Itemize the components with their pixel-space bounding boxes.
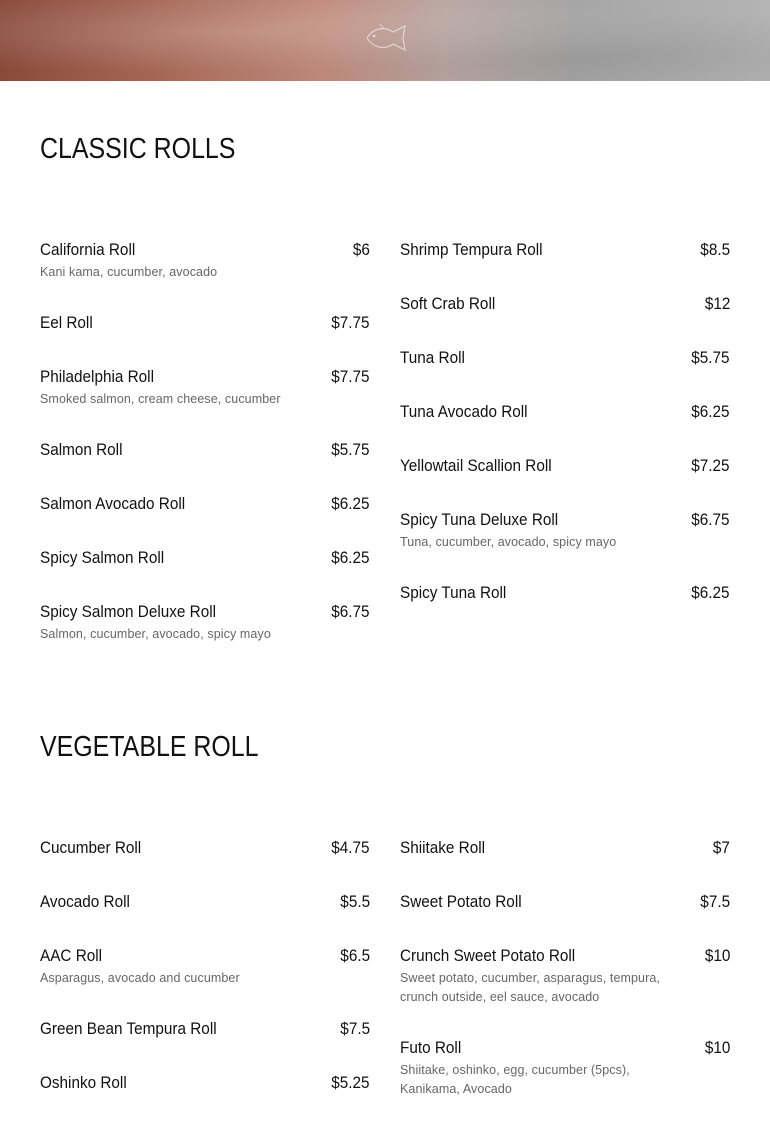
item-price: $7.5: [700, 892, 730, 911]
menu-item: [40, 943, 370, 1016]
item-price: $7: [712, 838, 730, 857]
item-price: $12: [704, 294, 730, 313]
item-name: Green Bean Tempura Roll: [40, 1019, 217, 1038]
item-name: Yellowtail Scallion Roll: [400, 456, 552, 475]
item-name: Tuna Roll: [400, 348, 465, 367]
section-title: VEGETABLE ROLL: [40, 731, 259, 763]
item-name: AAC Roll: [40, 946, 103, 965]
item-price: $7.5: [340, 1019, 370, 1038]
menu-item: [40, 599, 370, 653]
menu-column-left: [40, 237, 370, 653]
item-description: Sweet potato, cucumber, asparagus, tempura, crunch outside, eel sauce, avocado: [400, 971, 661, 1004]
item-price: $10: [704, 1038, 730, 1057]
item-name: Crunch Sweet Potato Roll: [400, 946, 576, 965]
item-name: Tuna Avocado Roll: [400, 402, 528, 421]
item-name: Sweet Potato Roll: [400, 892, 522, 911]
item-name: Shrimp Tempura Roll: [400, 240, 543, 259]
item-price: $6.5: [340, 946, 370, 965]
menu-item: [40, 545, 370, 599]
item-name: Eel Roll: [40, 313, 93, 332]
item-name: Soft Crab Roll: [400, 294, 496, 313]
menu-column-left: [40, 835, 370, 1124]
item-price: $6: [352, 240, 370, 259]
item-price: $6.25: [331, 548, 370, 567]
menu-item: [400, 1035, 730, 1115]
item-description: Tuna, cucumber, avocado, spicy mayo: [400, 535, 617, 549]
menu-item: [400, 943, 730, 1035]
menu-item: [40, 889, 370, 943]
menu-item: [400, 291, 730, 345]
item-name: Shiitake Roll: [400, 838, 486, 857]
item-description: Kani kama, cucumber, avocado: [40, 265, 218, 279]
item-name: Salmon Avocado Roll: [40, 494, 186, 513]
item-description: Smoked salmon, cream cheese, cucumber: [40, 392, 281, 406]
item-price: $5.5: [340, 892, 370, 911]
menu-item: [400, 399, 730, 453]
header-banner: [0, 0, 770, 81]
menu-item: [400, 835, 730, 889]
item-description: Shiitake, oshinko, egg, cucumber (5pcs), Kanikama, Avocado: [400, 1063, 630, 1096]
item-name: Philadelphia Roll: [40, 367, 154, 386]
item-price: $10: [704, 946, 730, 965]
menu-item: [400, 507, 730, 580]
item-price: $6.75: [331, 602, 370, 621]
item-price: $6.75: [691, 510, 730, 529]
item-name: Futo Roll: [400, 1038, 462, 1057]
item-description: Asparagus, avocado and cucumber: [40, 971, 240, 985]
menu-item: [40, 491, 370, 545]
item-name: Cucumber Roll: [40, 838, 142, 857]
item-price: $7.75: [331, 313, 370, 332]
item-price: $8.5: [700, 240, 730, 259]
menu-item: [40, 835, 370, 889]
section-classic-rolls: [40, 131, 730, 167]
item-price: $7.75: [331, 367, 370, 386]
item-price: $6.25: [691, 583, 730, 602]
item-price: $7.25: [691, 456, 730, 475]
menu-column-right: [400, 237, 730, 634]
item-name: Salmon Roll: [40, 440, 123, 459]
item-price: $5.75: [331, 440, 370, 459]
menu-item: [40, 437, 370, 491]
section-vegetable-roll: [40, 729, 730, 765]
item-price: $5.25: [331, 1073, 370, 1092]
item-name: California Roll: [40, 240, 136, 259]
item-price: $6.25: [331, 494, 370, 513]
item-name: Spicy Salmon Roll: [40, 548, 165, 567]
item-name: Spicy Tuna Roll: [400, 583, 507, 602]
menu-item: [400, 237, 730, 291]
menu-item: [40, 310, 370, 364]
menu-item: [400, 453, 730, 507]
fish-icon: [363, 20, 409, 56]
menu-item: [40, 1070, 370, 1124]
menu-item: [400, 889, 730, 943]
section-title: CLASSIC ROLLS: [40, 133, 236, 165]
item-price: $6.25: [691, 402, 730, 421]
item-name: Oshinko Roll: [40, 1073, 127, 1092]
item-description: Salmon, cucumber, avocado, spicy mayo: [40, 627, 271, 641]
item-price: $4.75: [331, 838, 370, 857]
menu-item: [40, 1016, 370, 1070]
menu-item: [400, 580, 730, 634]
menu-item: [40, 237, 370, 310]
item-name: Spicy Tuna Deluxe Roll: [400, 510, 559, 529]
item-name: Spicy Salmon Deluxe Roll: [40, 602, 217, 621]
menu-column-right: [400, 835, 730, 1115]
item-name: Avocado Roll: [40, 892, 130, 911]
menu-item: [40, 364, 370, 437]
menu-item: [400, 345, 730, 399]
item-price: $5.75: [691, 348, 730, 367]
